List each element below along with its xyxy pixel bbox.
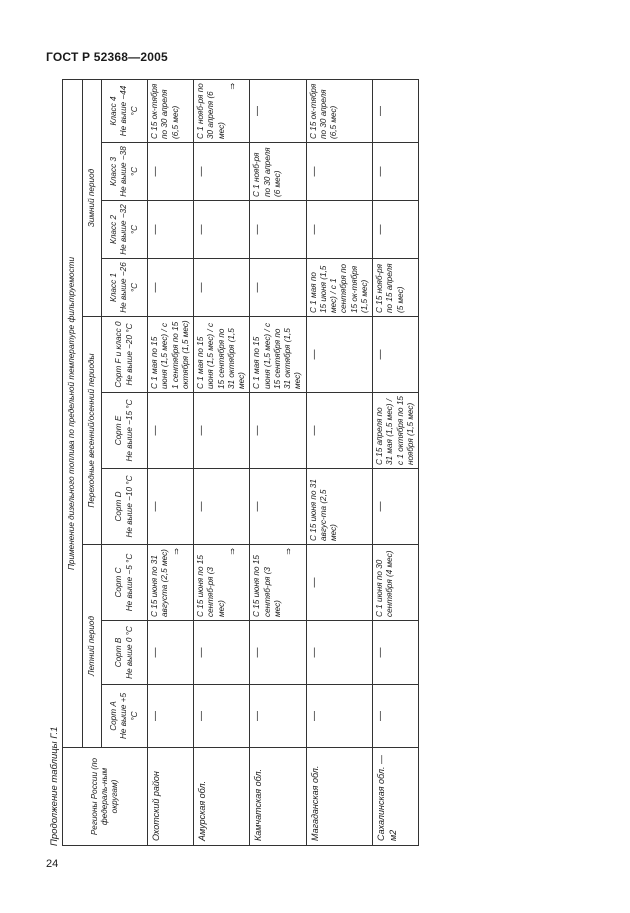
grade-temperature: Не выше −5 °С [124,553,134,612]
grade-name: Сорт D [114,491,124,522]
table-cell [306,201,373,259]
table-cell [250,393,306,469]
column-header-grade [102,545,148,621]
cell-value: — [375,349,386,360]
table-cell [306,259,373,317]
table-row [194,79,250,845]
grade-temperature: Не выше −38 °С [119,146,139,197]
table-cell [306,317,373,393]
column-header-grade [102,201,148,259]
table-cell [194,79,250,142]
cell-value: — [150,166,161,177]
cell-value: — [196,425,207,436]
table-cell [306,685,373,748]
cell-value: — [150,425,161,436]
cell-value: — [375,711,386,721]
cell-value: — [150,711,161,721]
arrow-icon: ⇒ [171,548,181,555]
table-cell [148,469,194,545]
cell-value: — [252,425,264,436]
grade-temperature: Не выше −15 °С [124,399,134,462]
cell-value: — [196,711,207,721]
cell-value: — [308,711,320,721]
table-cell [373,393,419,469]
table-cell [148,685,194,748]
grade-name: Сорт Е [114,415,124,446]
table-cell [148,545,194,621]
header-row-group [63,79,83,845]
table-cell [250,621,306,685]
table-cell [194,393,250,469]
cell-value: — [308,166,320,177]
column-header-summer: Летний период [82,545,102,748]
cell-value: — [196,224,207,235]
cell-value: — [252,105,264,116]
cell-value: — [375,647,386,658]
grade-temperature: Не выше −20 °С [124,323,134,386]
column-header-grade [102,621,148,685]
table-cell [194,685,250,748]
page-number: 24 [46,858,59,870]
grade-name: Сорт В [114,637,124,668]
column-header-grade [102,317,148,393]
region-name: Камчатская обл. [250,748,306,846]
fuel-application-table [62,79,419,846]
arrow-icon: ⇒ [284,548,293,555]
cell-value: — [308,425,320,436]
table-cell [373,545,419,621]
column-header-group-main: Применение дизельного топлива по предельной температуре фильтруемости [63,79,83,747]
grade-name: Класс 3 [109,157,119,187]
table-cell [250,317,306,393]
cell-value: С 15 июня по 31 авгус-та (2,5 мес) [308,479,338,541]
grade-name: Сорт А [109,701,119,731]
grade-temperature: Не выше +5 °С [119,693,139,739]
cell-value: — [375,166,386,177]
region-name: Амурская обл. [194,748,250,846]
cell-value: — [308,647,320,658]
cell-value: С 1 июня по 30 сентября (4 мес) [375,550,395,617]
grade-temperature: Не выше −32 °С [119,204,139,255]
cell-value: С 15 июня по 15 сентяб-ря (3 мес) [252,555,282,617]
grade-temperature: Не выше −10 °С [124,475,134,538]
cell-value: С 1 нояб-ря по 30 апреля (6 мес) [196,83,226,139]
table-cell [373,143,419,201]
cell-value: — [308,224,320,235]
cell-value: — [150,647,161,658]
table-cell [194,201,250,259]
rotated-table-area [48,80,586,846]
table-cell [373,201,419,259]
cell-value: — [375,105,386,116]
table-cell [306,79,373,142]
cell-value: С 1 мая по 15 июня (1,5 мес) / с 15 сентября по 31 октября (1,5 мес) [196,322,246,389]
table-cell [250,79,306,142]
continuation-label: Продолжение таблицы Г.1 [49,726,60,846]
grade-name: Класс 1 [109,273,119,303]
grade-temperature: Не выше −44 °С [119,85,139,137]
table-cell [373,79,419,142]
column-header-grade [102,79,148,142]
cell-value: С 15 нояб-ря по 15 апреля (5 мес) [375,263,405,313]
table-cell [194,143,250,201]
cell-value: — [252,282,264,293]
grade-name: Сорт F и класс 0 [114,321,124,388]
cell-value: С 1 мая по 15 июня (1,5 мес) / с 1 сентября по 15 октября (1,5 мес) [150,320,190,389]
page-header: ГОСТ Р 52368—2005 [46,50,168,64]
column-header-grade [102,259,148,317]
table-cell [148,143,194,201]
table-cell [306,621,373,685]
table-cell [306,469,373,545]
table-cell [306,393,373,469]
column-header-winter: Зимний период [82,79,102,316]
cell-value: — [196,647,207,658]
grade-temperature: Не выше −26 °С [119,262,139,313]
cell-value: — [196,282,207,293]
table-row [306,79,373,845]
cell-value: С 15 июня по 31 августа (2,5 мес) [150,549,170,617]
table-cell [373,685,419,748]
table-rotation-frame [48,80,586,846]
table-cell [373,621,419,685]
cell-value: — [308,349,320,360]
cell-value: — [150,282,161,293]
arrow-icon: ⇒ [227,548,237,555]
table-cell [373,317,419,393]
cell-value: — [375,501,386,512]
table-cell [373,469,419,545]
cell-value: — [252,711,264,721]
grade-name: Класс 2 [109,215,119,245]
table-row [250,79,306,845]
table-cell [194,317,250,393]
table-cell [194,259,250,317]
table-cell [148,393,194,469]
table-cell [148,259,194,317]
table-row [373,79,419,845]
table-cell [306,545,373,621]
column-header-grade [102,469,148,545]
column-header-transition: Переходные весенний/осенний периоды [82,317,102,545]
cell-value: С 15 апреля по 31 мая (1,5 мес) / с 1 октября по 15 ноября (1,5 мес) [375,396,415,465]
column-header-grade [102,143,148,201]
table-cell [250,685,306,748]
cell-value: — [196,166,207,177]
column-header-grade [102,685,148,748]
table-cell [250,259,306,317]
cell-value: — [252,647,264,658]
table-cell [148,201,194,259]
table-cell [148,621,194,685]
arrow-icon: ⇒ [227,82,237,90]
cell-value: С 15 ок-тября по 30 апреля (6,5 мес) [308,83,338,139]
cell-value: С 1 мая по 15 июня (1,5 мес) / с 15 сентября по 31 октября (1,5 мес) [252,322,303,389]
column-header-grade [102,393,148,469]
region-name: Сахалинская обл. — м2 [373,748,419,846]
header-row-periods [82,79,102,845]
table-cell [194,545,250,621]
cell-value: — [375,224,386,235]
table-cell [250,545,306,621]
header-row-grades [102,79,148,845]
cell-value: С 15 июня по 15 сентяб-ря (3 мес) [196,555,226,617]
table-cell [148,317,194,393]
cell-value: — [150,501,161,512]
region-name: Охотский район [148,748,194,846]
cell-value: — [196,501,207,512]
table-row [148,79,194,845]
grade-name: Класс 4 [109,96,119,126]
region-name: Магаданская обл. [306,748,373,846]
table-cell [306,143,373,201]
table-cell [194,621,250,685]
table-cell [250,143,306,201]
table-cell [194,469,250,545]
table-cell [250,201,306,259]
cell-value: — [150,224,161,235]
table-cell [250,469,306,545]
table-cell [373,259,419,317]
cell-value: — [308,577,320,588]
cell-value: С 1 мая по 15 июня (1,5 мес) / с 1 сентября по 15 ок-тября (1,5 мес) [308,263,369,313]
grade-name: Сорт С [114,567,124,598]
table-cell [148,79,194,142]
grade-temperature: Не выше 0 °С [124,626,134,679]
cell-value: С 1 нояб-ря по 30 апреля (6 мес) [252,147,282,197]
cell-value: — [252,224,264,235]
cell-value: — [252,501,264,512]
column-header-region: Регионы России (по федераль-ным округам) [63,748,148,846]
cell-value: С 15 ок-тября по 30 апреля (6,5 мес) [150,83,180,139]
